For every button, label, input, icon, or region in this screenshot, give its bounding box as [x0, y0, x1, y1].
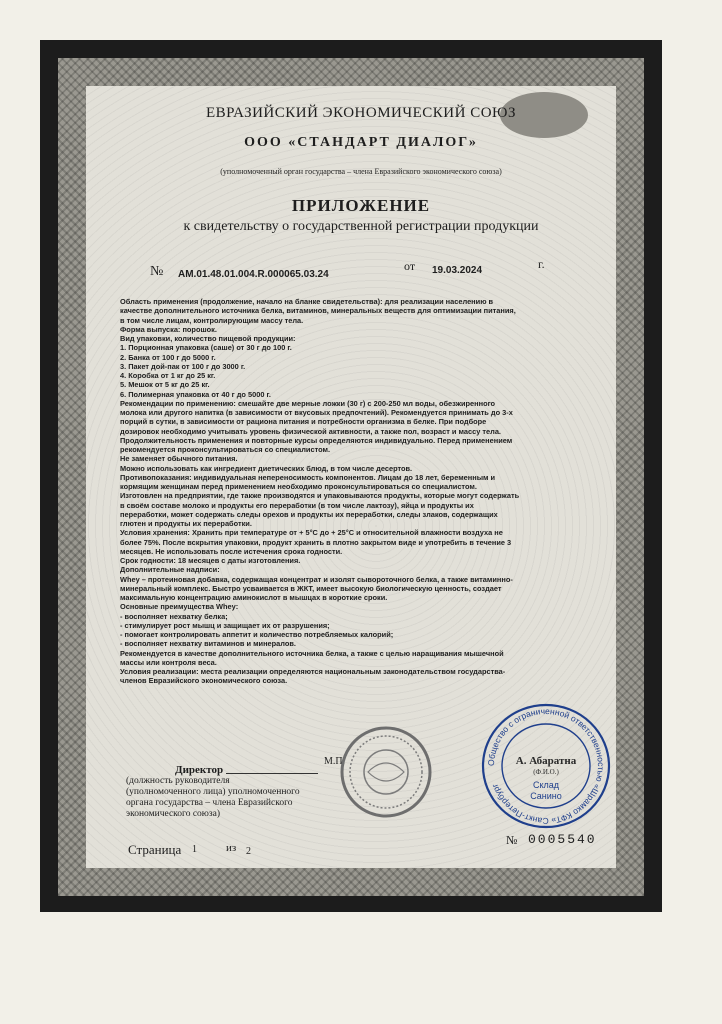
body-line: порций в сутки, в зависимости от рациона питания и потребности организма в белке. При подборе	[120, 417, 487, 427]
director-note	[126, 776, 300, 820]
body-line: Whey – протеиновая добавка, содержащая концентрат и изолят сывороточного белка, а также витаминно-	[120, 574, 513, 584]
director-label: Директор	[175, 764, 224, 776]
body-line: качестве дополнительного источника белка, витаминов, минеральных веществ для оптимизации питания,	[120, 306, 516, 316]
body-line: Изготовлен на предприятии, где также производятся и упаковываются продукты, которые могут содержать	[120, 491, 520, 501]
body-line: Область применения (продолжение, начало на бланке свидетельства): для реализации населению в	[120, 297, 494, 306]
body-line: Вид упаковки, количество пищевой продукции:	[120, 334, 296, 343]
body-line: Условия реализации: места реализации определяются национальным законодательством государства-	[120, 667, 506, 676]
body-line: в своём составе молоко и продукты его переработки (в том числе лактозу), яйца и продукты их	[120, 500, 474, 510]
body-line: Продолжительность применения и повторные курсы определяются индивидуально. Перед применением	[120, 435, 513, 445]
document-subtitle: к свидетельству о государственной регистрации продукции	[183, 219, 539, 234]
page-label: Страница	[128, 842, 182, 857]
body-line: молока или другого напитка (в зависимости от вкусовых предпочтений). Рекомендуется принимать до 3-х	[120, 408, 513, 417]
body-line: Срок годности: 18 месяцев с даты изготовления.	[120, 556, 301, 565]
body-line: Дополнительные надписи:	[120, 565, 220, 575]
seal-place-label: М.П.	[324, 756, 346, 767]
company-heading: ООО «СТАНДАРТ ДИАЛОГ»	[244, 135, 478, 150]
director-note-line: экономического союза)	[126, 809, 221, 819]
body-line: Рекомендуется в качестве дополнительного источника белка, а также с целью наращивания мышечной	[120, 648, 504, 658]
serial-number: 0005540	[528, 832, 597, 847]
stamp-center-line: Склад	[532, 780, 560, 790]
body-line: более 75%. После вскрытия упаковки, продукт хранить в плотно закрытом виде и употребить в течение 3	[120, 537, 512, 547]
body-line: Не заменяет обычного питания.	[120, 454, 238, 464]
body-line: максимальную концентрацию аминокислот в мышцах в короткие сроки.	[120, 593, 388, 602]
body-line: рекомендуется проконсультироваться со специалистом.	[120, 445, 331, 454]
body-line: - помогает контролировать аппетит и количество потребляемых калорий;	[120, 630, 394, 639]
authority-note: (уполномоченный орган государства – члена Евразийского экономического союза)	[220, 167, 502, 176]
body-line: месяцев. Не использовать после истечения срока годности.	[120, 546, 343, 556]
page-of-label: из	[226, 842, 237, 854]
body-line: Противопоказания: индивидуальная непереносимость компонентов. Лицам до 18 лет, беременным и	[120, 472, 496, 482]
cert-number-label: №	[150, 264, 164, 279]
company-round-stamp	[478, 700, 614, 832]
body-line: Форма выпуска: порошок.	[120, 324, 217, 334]
serial-label: №	[506, 833, 518, 847]
body-line: переработки, может содержать следы орехов и продукты их переработки, следы злаков, содержащих	[120, 509, 498, 519]
cert-number: AM.01.48.01.004.R.000065.03.24	[178, 269, 329, 280]
body-line: 1. Порционная упаковка (саше) от 30 г до 100 г.	[120, 343, 292, 353]
body-line: Можно использовать как ингредиент диетических блюд, в том числе десертов.	[120, 463, 413, 473]
authority-seal-stamp	[338, 724, 434, 820]
stamp-signature-sub: (Ф.И.О.)	[533, 768, 559, 776]
certificate-body	[120, 297, 582, 686]
stamp-center-line: Санино	[530, 791, 562, 801]
body-line: - стимулирует рост мышц и защищает их от разрушения;	[120, 620, 330, 630]
signature-line	[226, 773, 318, 774]
cert-date: 19.03.2024	[432, 265, 483, 276]
cert-date-label: от	[404, 259, 416, 273]
director-note-line: (уполномоченного лица) уполномоченного	[126, 787, 300, 797]
body-line: 5. Мешок от 5 кг до 25 кг.	[120, 380, 210, 390]
body-line: в том числе лицам, контролирующим массу тела.	[120, 315, 304, 325]
body-line: 3. Пакет дой-пак от 100 г до 3000 г.	[120, 361, 246, 371]
year-suffix: г.	[538, 257, 545, 271]
body-line: - восполняет нехватку белка;	[120, 611, 228, 621]
body-line: глютен и продукты их переработки.	[120, 519, 252, 528]
stamp-signature-name: А. Абаратна	[515, 755, 577, 767]
page-total: 2	[246, 846, 251, 857]
union-heading: ЕВРАЗИЙСКИЙ ЭКОНОМИЧЕСКИЙ СОЮЗ	[206, 105, 516, 121]
director-note-line: органа государства – члена Евразийского	[126, 798, 293, 808]
body-line: минеральный комплекс. Быстро усваивается в ЖКТ, имеет высокую биологическую ценность, создает	[120, 583, 502, 593]
body-line: Основные преимущества Whey:	[120, 602, 239, 612]
body-line: членов Евразийского экономического союза.	[120, 676, 288, 686]
stamp-ring-text: Общество с ограниченной ответственностью «Шрамко КФТ» Санкт-Петербург	[485, 705, 607, 827]
body-line: кормящим женщинам перед применением необходимо проконсультироваться со специалистом.	[120, 482, 477, 491]
body-line: Условия хранения: Хранить при температуре от + 5°С до + 25°С и относительной влажности воздуха не	[120, 528, 503, 538]
director-note-line: (должность руководителя	[126, 776, 230, 786]
body-line: 4. Коробка от 1 кг до 25 кг.	[120, 371, 216, 380]
body-line: - восполняет нехватку витаминов и минералов.	[120, 639, 296, 649]
body-line: Рекомендации по применению: смешайте две мерные ложки (30 г) с 200-250 мл воды, обезжиренного	[120, 398, 496, 408]
body-line: 2. Банка от 100 г до 5000 г.	[120, 352, 216, 362]
body-line: дозировок необходимо учитывать уровень физической активности, а также пол, возраст и массу тела.	[120, 426, 501, 436]
body-line: массы или контроля веса.	[120, 657, 217, 667]
body-line: 6. Полимерная упаковка от 40 г до 5000 г.	[120, 389, 271, 399]
document-title: ПРИЛОЖЕНИЕ	[291, 196, 431, 215]
page-current: 1	[192, 844, 197, 855]
